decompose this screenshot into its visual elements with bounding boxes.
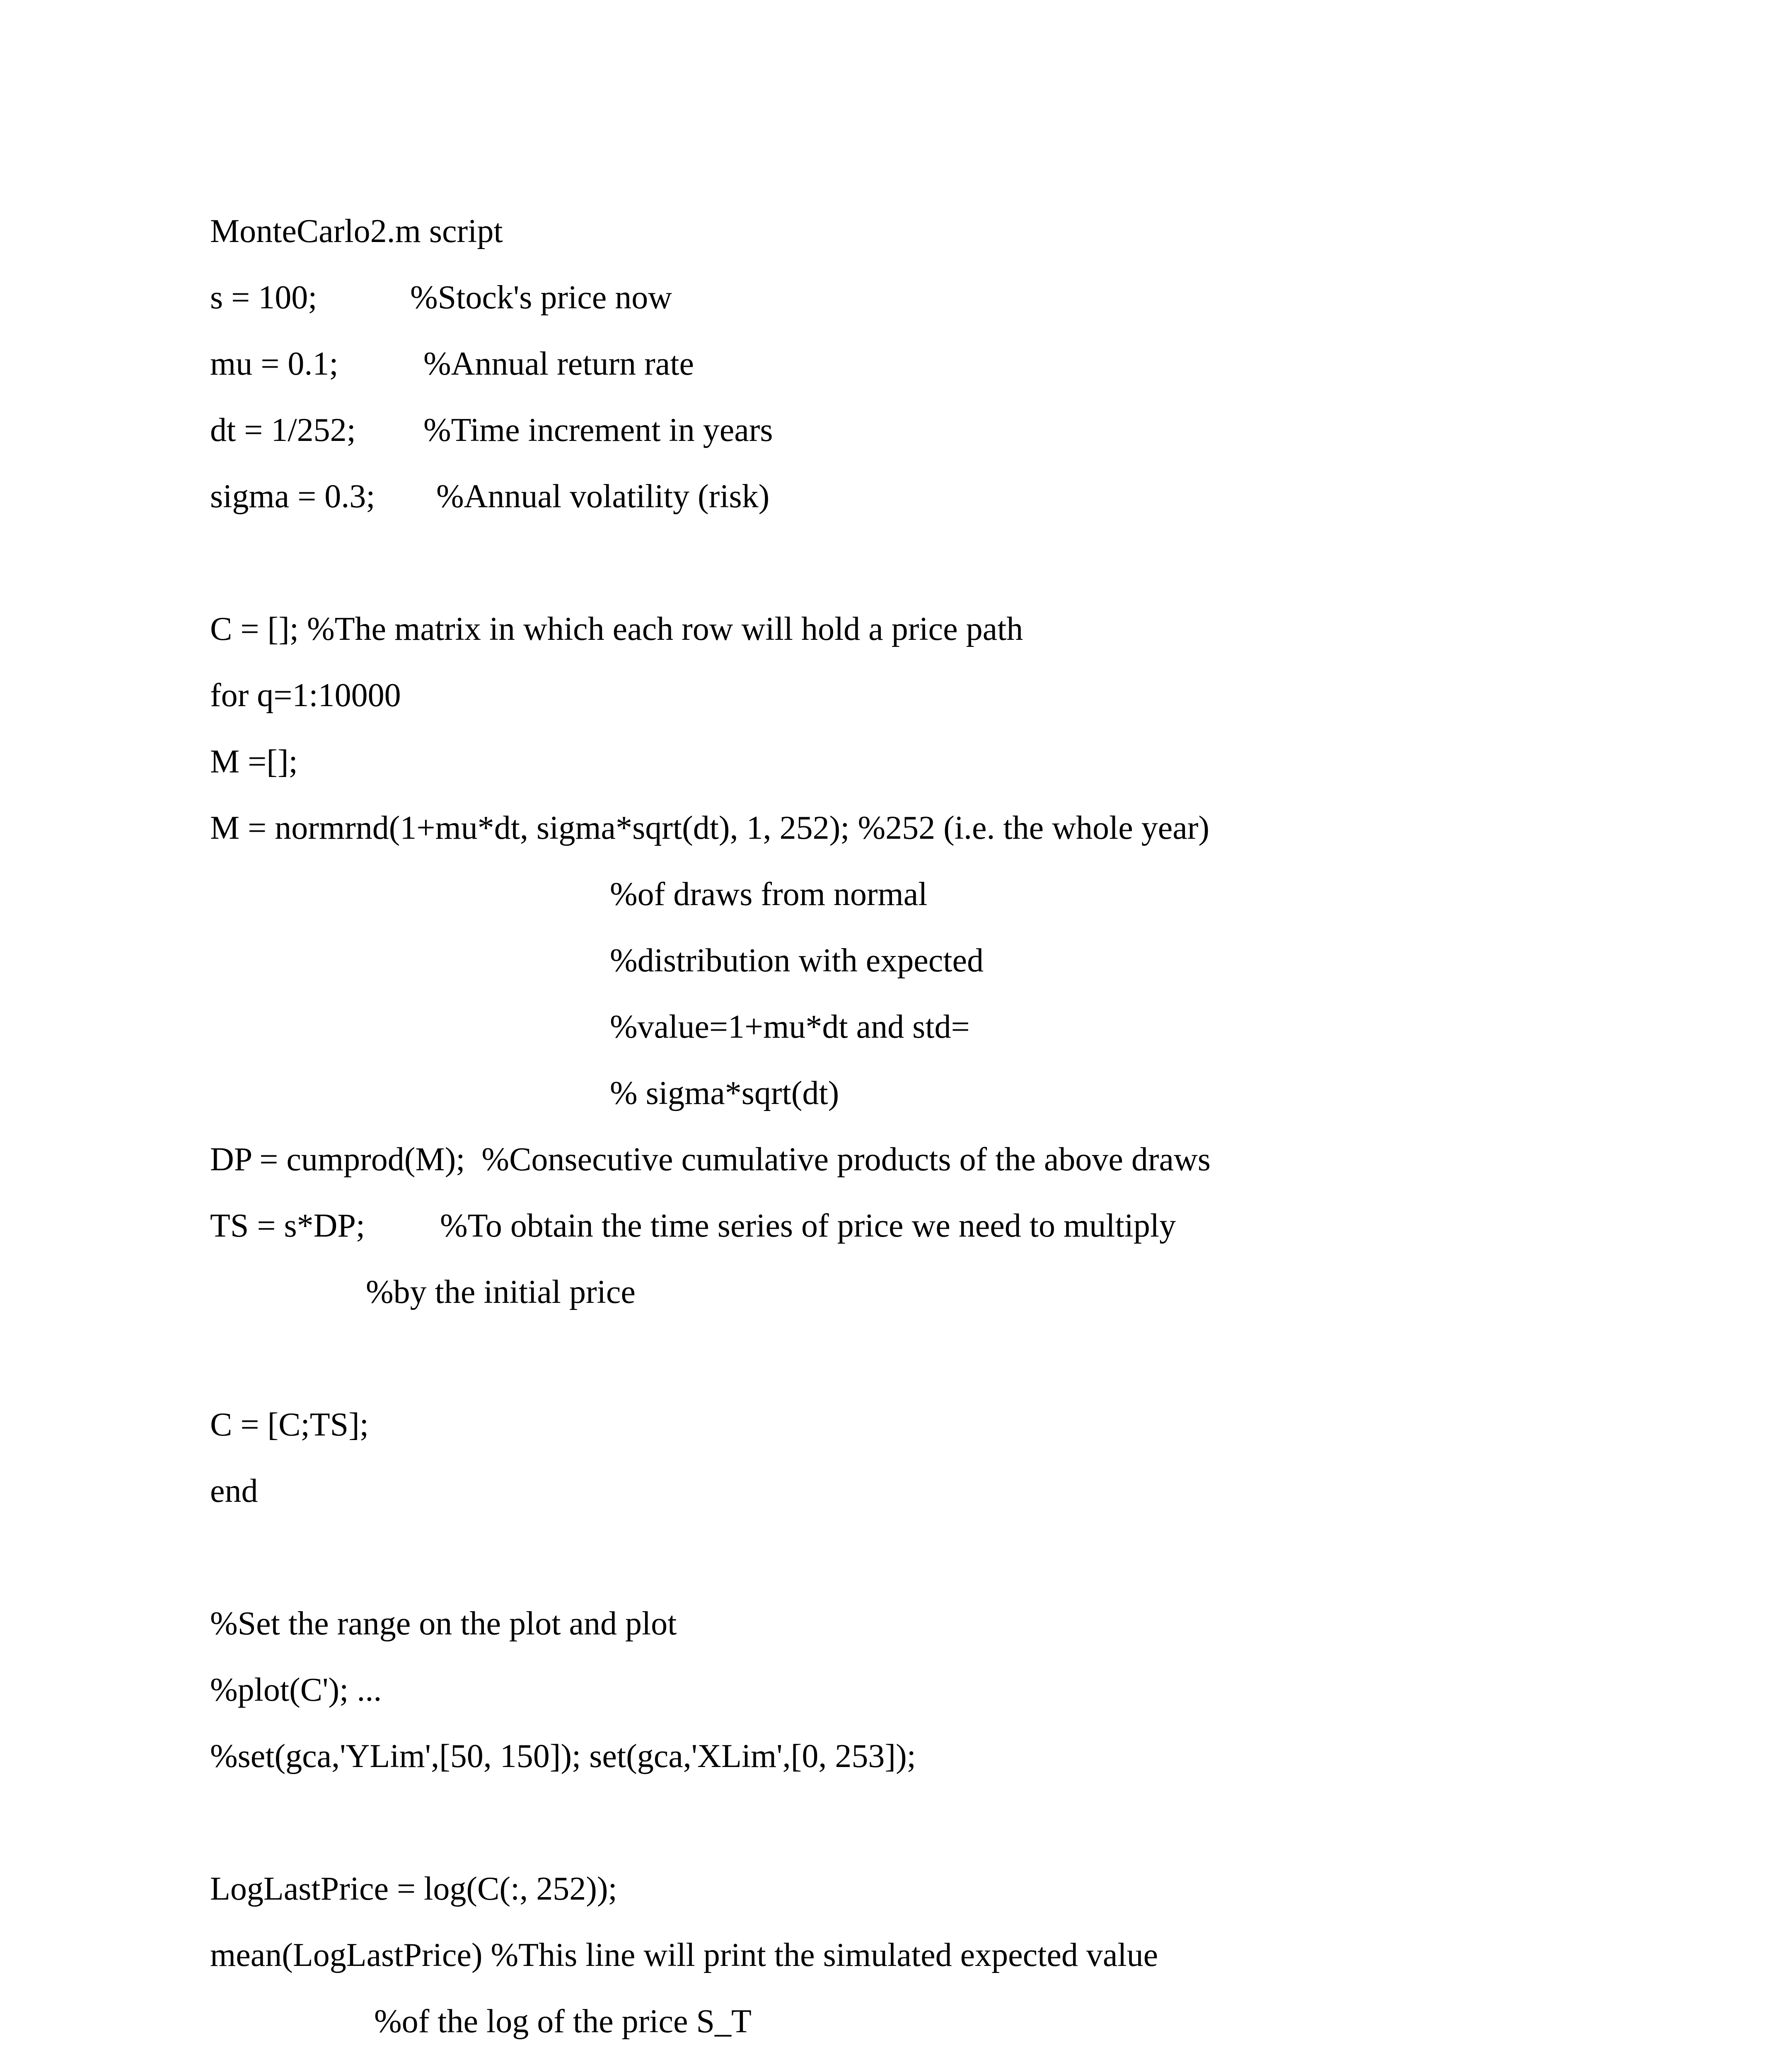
code-dp-line: DP = cumprod(M); %Consecutive cumulative products of the above draws: [210, 1141, 1211, 1178]
code-c-init: C = []; %The matrix in which each row will hold a price path: [210, 611, 1023, 647]
code-plot-comment-2: %plot(C'); ...: [210, 1672, 382, 1708]
code-m-init: M =[];: [210, 743, 298, 780]
code-mean-line: mean(LogLastPrice) %This line will print the simulated expected value: [210, 1937, 1158, 1973]
code-m-comment-2: %distribution with expected: [610, 942, 984, 979]
code-end-keyword: end: [210, 1473, 258, 1509]
code-m-comment-1: %of draws from normal: [610, 876, 928, 913]
code-ts-comment-2: %by the initial price: [366, 1274, 636, 1310]
code-m-comment-3: %value=1+mu*dt and std=: [610, 1009, 970, 1045]
code-mu-assign: mu = 0.1;: [210, 346, 338, 382]
code-sigma-comment: %Annual volatility (risk): [436, 478, 770, 515]
code-mu-comment: %Annual return rate: [423, 346, 694, 382]
code-s-assign: s = 100;: [210, 279, 317, 316]
code-c-append: C = [C;TS];: [210, 1406, 369, 1443]
code-ts-assign: TS = s*DP;: [210, 1208, 365, 1244]
code-log-last-price: LogLastPrice = log(C(:, 252));: [210, 1871, 617, 1907]
code-ts-comment: %To obtain the time series of price we need to multiply: [440, 1208, 1176, 1244]
code-sigma-assign: sigma = 0.3;: [210, 478, 375, 515]
code-mean-comment-2: %of the log of the price S_T: [374, 2003, 752, 2040]
code-plot-comment-1: %Set the range on the plot and plot: [210, 1605, 677, 1642]
code-s-comment: %Stock's price now: [410, 279, 672, 316]
code-plot-comment-3: %set(gca,'YLim',[50, 150]); set(gca,'XLim',[0, 253]);: [210, 1738, 916, 1774]
code-m-assign: M = normrnd(1+mu*dt, sigma*sqrt(dt), 1, 252); %252 (i.e. the whole year): [210, 810, 1209, 846]
code-m-comment-4: % sigma*sqrt(dt): [610, 1075, 839, 1111]
document-title: MonteCarlo2.m script: [210, 213, 503, 249]
code-for-loop: for q=1:10000: [210, 677, 401, 714]
code-dt-assign: dt = 1/252;: [210, 412, 356, 448]
code-dt-comment: %Time increment in years: [423, 412, 773, 448]
